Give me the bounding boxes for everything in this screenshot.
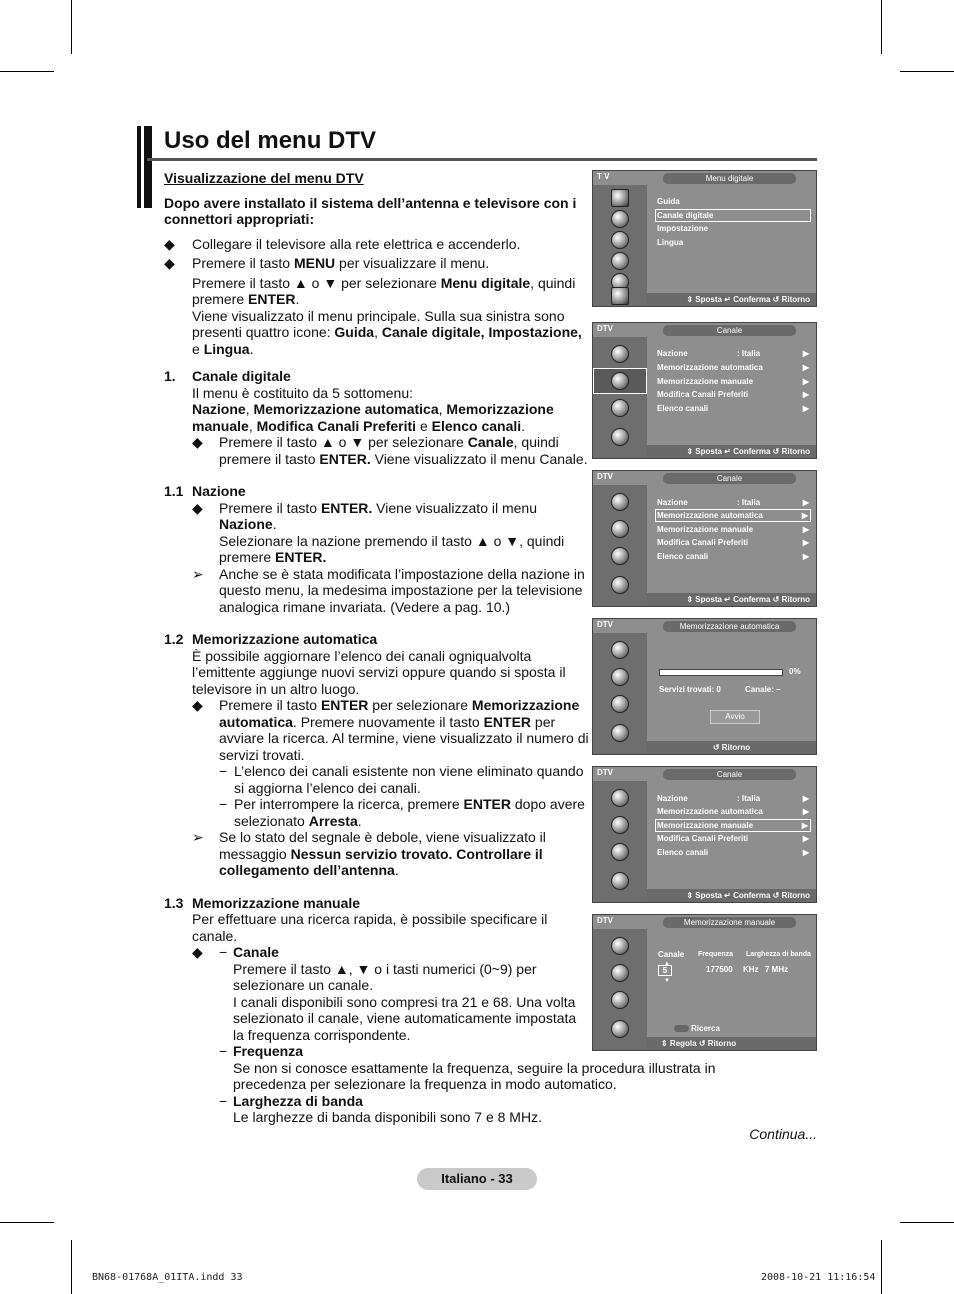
menu-item-elenco-canali: Elenco canali ▶ <box>657 552 809 561</box>
paragraph: Premere il tasto ▲, ▼ o i tasti numerici (0~9) per selezionare un canale. <box>233 960 537 993</box>
note: ➢ Se lo stato del segnale è debole, viene visualizzato il messaggio Nessun servizio trovato. Controllare il collegamento dell’antenna. <box>192 829 546 878</box>
tv-screen-menu-digitale <box>592 170 817 307</box>
dtv-screen-canale <box>592 322 817 459</box>
language-icon <box>593 720 647 746</box>
setup-gear-icon <box>593 395 647 421</box>
dash-item: − Larghezza di banda <box>219 1092 363 1109</box>
language-icon <box>593 868 647 894</box>
screen-footer: ⇕ Sposta ↵ Conferma ↺ Ritorno <box>647 293 816 306</box>
paragraph: Il menu è costituito da 5 sottomenu: <box>192 384 414 401</box>
menu-item-elenco-canali: Elenco canali ▶ <box>657 404 809 413</box>
paragraph: Nazione, Memorizzazione automatica, Memorizzazione manuale, Modifica Canali Preferiti e Elenco canali. <box>192 401 554 434</box>
channel-field[interactable]: 5 <box>658 965 672 976</box>
paragraph: Viene visualizzato il menu principale. Sulla sua sinistra sono presenti quattro icone: Guida, Canale digitale, Impostazione, e Lingua. <box>192 307 582 357</box>
frequency-value: 177500 <box>706 965 733 974</box>
channel-icon <box>593 516 647 542</box>
red-button-icon <box>674 1025 689 1032</box>
down-arrow-icon: ▼ <box>664 978 670 984</box>
paragraph: È possibile aggiornare l’elenco dei canali ogniqualvolta l’emittente aggiunge nuovi servizi oppure quando si sposta il televisore in un altro luogo. <box>192 647 566 697</box>
channel-icon <box>593 664 647 690</box>
section-1-heading: 1. Canale digitale <box>164 368 291 384</box>
page-number-badge: Italiano - 33 <box>417 1168 537 1190</box>
section-heading: Visualizzazione del menu DTV <box>164 170 364 186</box>
menu-item-canale-digitale: Canale digitale <box>656 210 810 221</box>
dash-item: − L’elenco dei canali esistente non viene eliminato quando si aggiorna l’elenco dei canali. <box>219 763 584 796</box>
screen-header: Memorizzazione automatica <box>663 621 796 632</box>
section-1-3-heading: 1.3 Memorizzazione manuale <box>164 894 361 911</box>
bullet-item: ◆ Collegare il televisore alla rete elettrica e accenderlo. <box>164 235 521 252</box>
col-canale: Canale <box>658 950 685 959</box>
crop-mark <box>900 1222 954 1223</box>
menu-item-nazione: Nazione : Italia ▶ <box>657 349 809 358</box>
bullet-item: ◆ Premere il tasto ▲ o ▼ per selezionare Canale, quindi premere il tasto ENTER. Viene visualizzato il menu Canale. <box>192 434 588 467</box>
bullet-item: ◆ Premere il tasto MENU per visualizzare il menu. <box>164 255 490 271</box>
satellite-icon <box>593 933 647 959</box>
screen-header: Canale <box>663 769 796 780</box>
info-icon <box>593 283 647 309</box>
setup-gear-icon <box>593 691 647 717</box>
screen-tag: DTV <box>597 324 613 333</box>
progress-percent: 0% <box>789 667 801 676</box>
services-found: Servizi trovati: 0 <box>659 685 721 694</box>
screen-footer: ⇕ Sposta ↵ Conferma ↺ Ritorno <box>647 593 816 606</box>
paragraph: I canali disponibili sono compresi tra 21 e 68. Una volta selezionato il canale, viene automaticamente impostata la frequenza corrispondente. <box>233 993 577 1043</box>
bullet-item: ◆ − Canale <box>192 944 279 960</box>
crop-mark <box>71 0 72 54</box>
crop-mark <box>881 0 882 54</box>
channel-icon <box>593 960 647 986</box>
setup-gear-icon <box>593 543 647 569</box>
menu-item-nazione: Nazione : Italia ▶ <box>657 498 809 507</box>
paragraph: Premere il tasto ▲ o ▼ per selezionare Menu digitale, quindi premere ENTER. <box>192 274 576 307</box>
menu-item-lingua: Lingua <box>657 238 684 247</box>
paragraph: Se non si conosce esattamente la frequenza, seguire la procedura illustrata in precedenza per selezionare la frequenza in modo automatico. <box>233 1059 716 1092</box>
menu-item-elenco-canali: Elenco canali ▶ <box>657 848 809 857</box>
footer-file: BN68-01768A_01ITA.indd 33 <box>92 1272 243 1283</box>
col-larghezza: Larghezza di banda <box>746 951 811 958</box>
menu-item-nazione: Nazione : Italia ▶ <box>657 794 809 803</box>
up-arrow-icon: ▲ <box>664 961 670 967</box>
screen-header: Menu digitale <box>663 173 796 184</box>
menu-item-memorizzazione-manuale: Memorizzazione manuale ▶ <box>657 525 809 534</box>
col-frequenza: Frequenza <box>698 951 734 958</box>
menu-item-guida: Guida <box>657 197 680 206</box>
avvio-button[interactable]: Avvio <box>710 710 760 724</box>
screen-footer: ⇕ Sposta ↵ Conferma ↺ Ritorno <box>647 889 816 902</box>
satellite-icon <box>593 637 647 663</box>
screen-footer: ⇕ Regola ↺ Ritorno <box>647 1037 816 1050</box>
screen-tag: DTV <box>597 768 613 777</box>
screen-tag: DTV <box>597 916 613 925</box>
frequency-unit: KHz <box>743 965 759 974</box>
dtv-screen-memorizzazione-automatica <box>592 618 817 755</box>
channel-icon <box>593 812 647 838</box>
dtv-screen-canale-manuale <box>592 766 817 903</box>
intro-text: Dopo avere installato il sistema dell’antenna e televisore con i connettori appropriati: <box>164 194 577 227</box>
progress-bar <box>659 669 783 676</box>
setup-gear-icon <box>593 987 647 1013</box>
screen-header: Canale <box>663 325 796 336</box>
title-bar-decoration <box>144 126 152 208</box>
page-title: Uso del menu DTV <box>164 127 377 154</box>
continua-label: Continua... <box>749 1126 817 1142</box>
screen-footer: ↺ Ritorno <box>647 741 816 754</box>
screen-footer: ⇕ Sposta ↵ Conferma ↺ Ritorno <box>647 445 816 458</box>
crop-mark <box>0 1222 54 1223</box>
language-icon <box>593 424 647 450</box>
menu-item-memorizzazione-automatica: Memorizzazione automatica ▶ <box>657 511 808 520</box>
screen-tag: DTV <box>597 620 613 629</box>
menu-item-memorizzazione-manuale: Memorizzazione manuale ▶ <box>657 821 808 830</box>
screen-tag: DTV <box>597 472 613 481</box>
title-bar-decoration <box>137 126 141 208</box>
paragraph: Le larghezze di banda disponibili sono 7 e 8 MHz. <box>233 1109 542 1125</box>
satellite-icon <box>593 785 647 811</box>
note-arrow-icon: ➢ <box>192 565 204 582</box>
footer-timestamp: 2008-10-21 11:16:54 <box>761 1272 876 1283</box>
menu-item-memorizzazione-automatica: Memorizzazione automatica ▶ <box>657 807 809 816</box>
crop-mark <box>900 71 954 72</box>
language-icon <box>593 572 647 598</box>
setup-gear-icon <box>593 839 647 865</box>
channel-icon <box>593 368 647 394</box>
menu-item-modifica-canali-preferiti: Modifica Canali Preferiti ▶ <box>657 390 809 399</box>
ricerca-label: Ricerca <box>691 1024 720 1033</box>
bullet-item: ◆ Premere il tasto ENTER per selezionare Memorizzazione automatica. Premere nuovamente il tasto ENTER per avviare la ricerca. Al termine, viene visualizzato il numero di servizi trovati. <box>192 697 589 763</box>
language-icon <box>593 1016 647 1042</box>
crop-mark <box>881 1240 882 1294</box>
screen-tag: T V <box>597 172 610 181</box>
dash-item: − Frequenza <box>219 1043 304 1059</box>
menu-item-modifica-canali-preferiti: Modifica Canali Preferiti ▶ <box>657 538 809 547</box>
menu-item-modifica-canali-preferiti: Modifica Canali Preferiti ▶ <box>657 834 809 843</box>
menu-item-memorizzazione-automatica: Memorizzazione automatica ▶ <box>657 363 809 372</box>
screen-header: Memorizzazione manuale <box>663 917 796 928</box>
satellite-icon <box>593 341 647 367</box>
note-arrow-icon: ➢ <box>192 829 204 845</box>
menu-item-impostazione: Impostazione <box>657 224 709 233</box>
crop-mark <box>0 71 54 72</box>
note: ➢ Anche se è stata modificata l’impostazione della nazione in questo menu, la medesima impostazione per la televisione analogica rimane invariata. (Vedere a pag. 10.) <box>192 565 585 615</box>
paragraph: Per effettuare una ricerca rapida, è possibile specificare il canale. <box>192 911 548 944</box>
crop-mark <box>71 1240 72 1294</box>
section-1-1-heading: 1.1 Nazione <box>164 483 246 499</box>
bullet-item: ◆ Premere il tasto ENTER. Viene visualizzato il menu Nazione. <box>192 499 537 532</box>
title-rule <box>147 158 817 161</box>
paragraph: Selezionare la nazione premendo il tasto ▲ o ▼, quindi premere ENTER. <box>219 532 565 565</box>
satellite-icon <box>593 489 647 515</box>
dtv-screen-canale-auto <box>592 470 817 607</box>
current-channel: Canale: – <box>745 685 781 694</box>
screen-header: Canale <box>663 473 796 484</box>
menu-item-memorizzazione-manuale: Memorizzazione manuale ▶ <box>657 377 809 386</box>
section-1-2-heading: 1.2 Memorizzazione automatica <box>164 631 378 647</box>
dtv-screen-memorizzazione-manuale <box>592 914 817 1051</box>
dash-item: − Per interrompere la ricerca, premere ENTER dopo avere selezionato Arresta. <box>219 796 585 829</box>
bandwidth-value: 7 MHz <box>765 965 789 974</box>
